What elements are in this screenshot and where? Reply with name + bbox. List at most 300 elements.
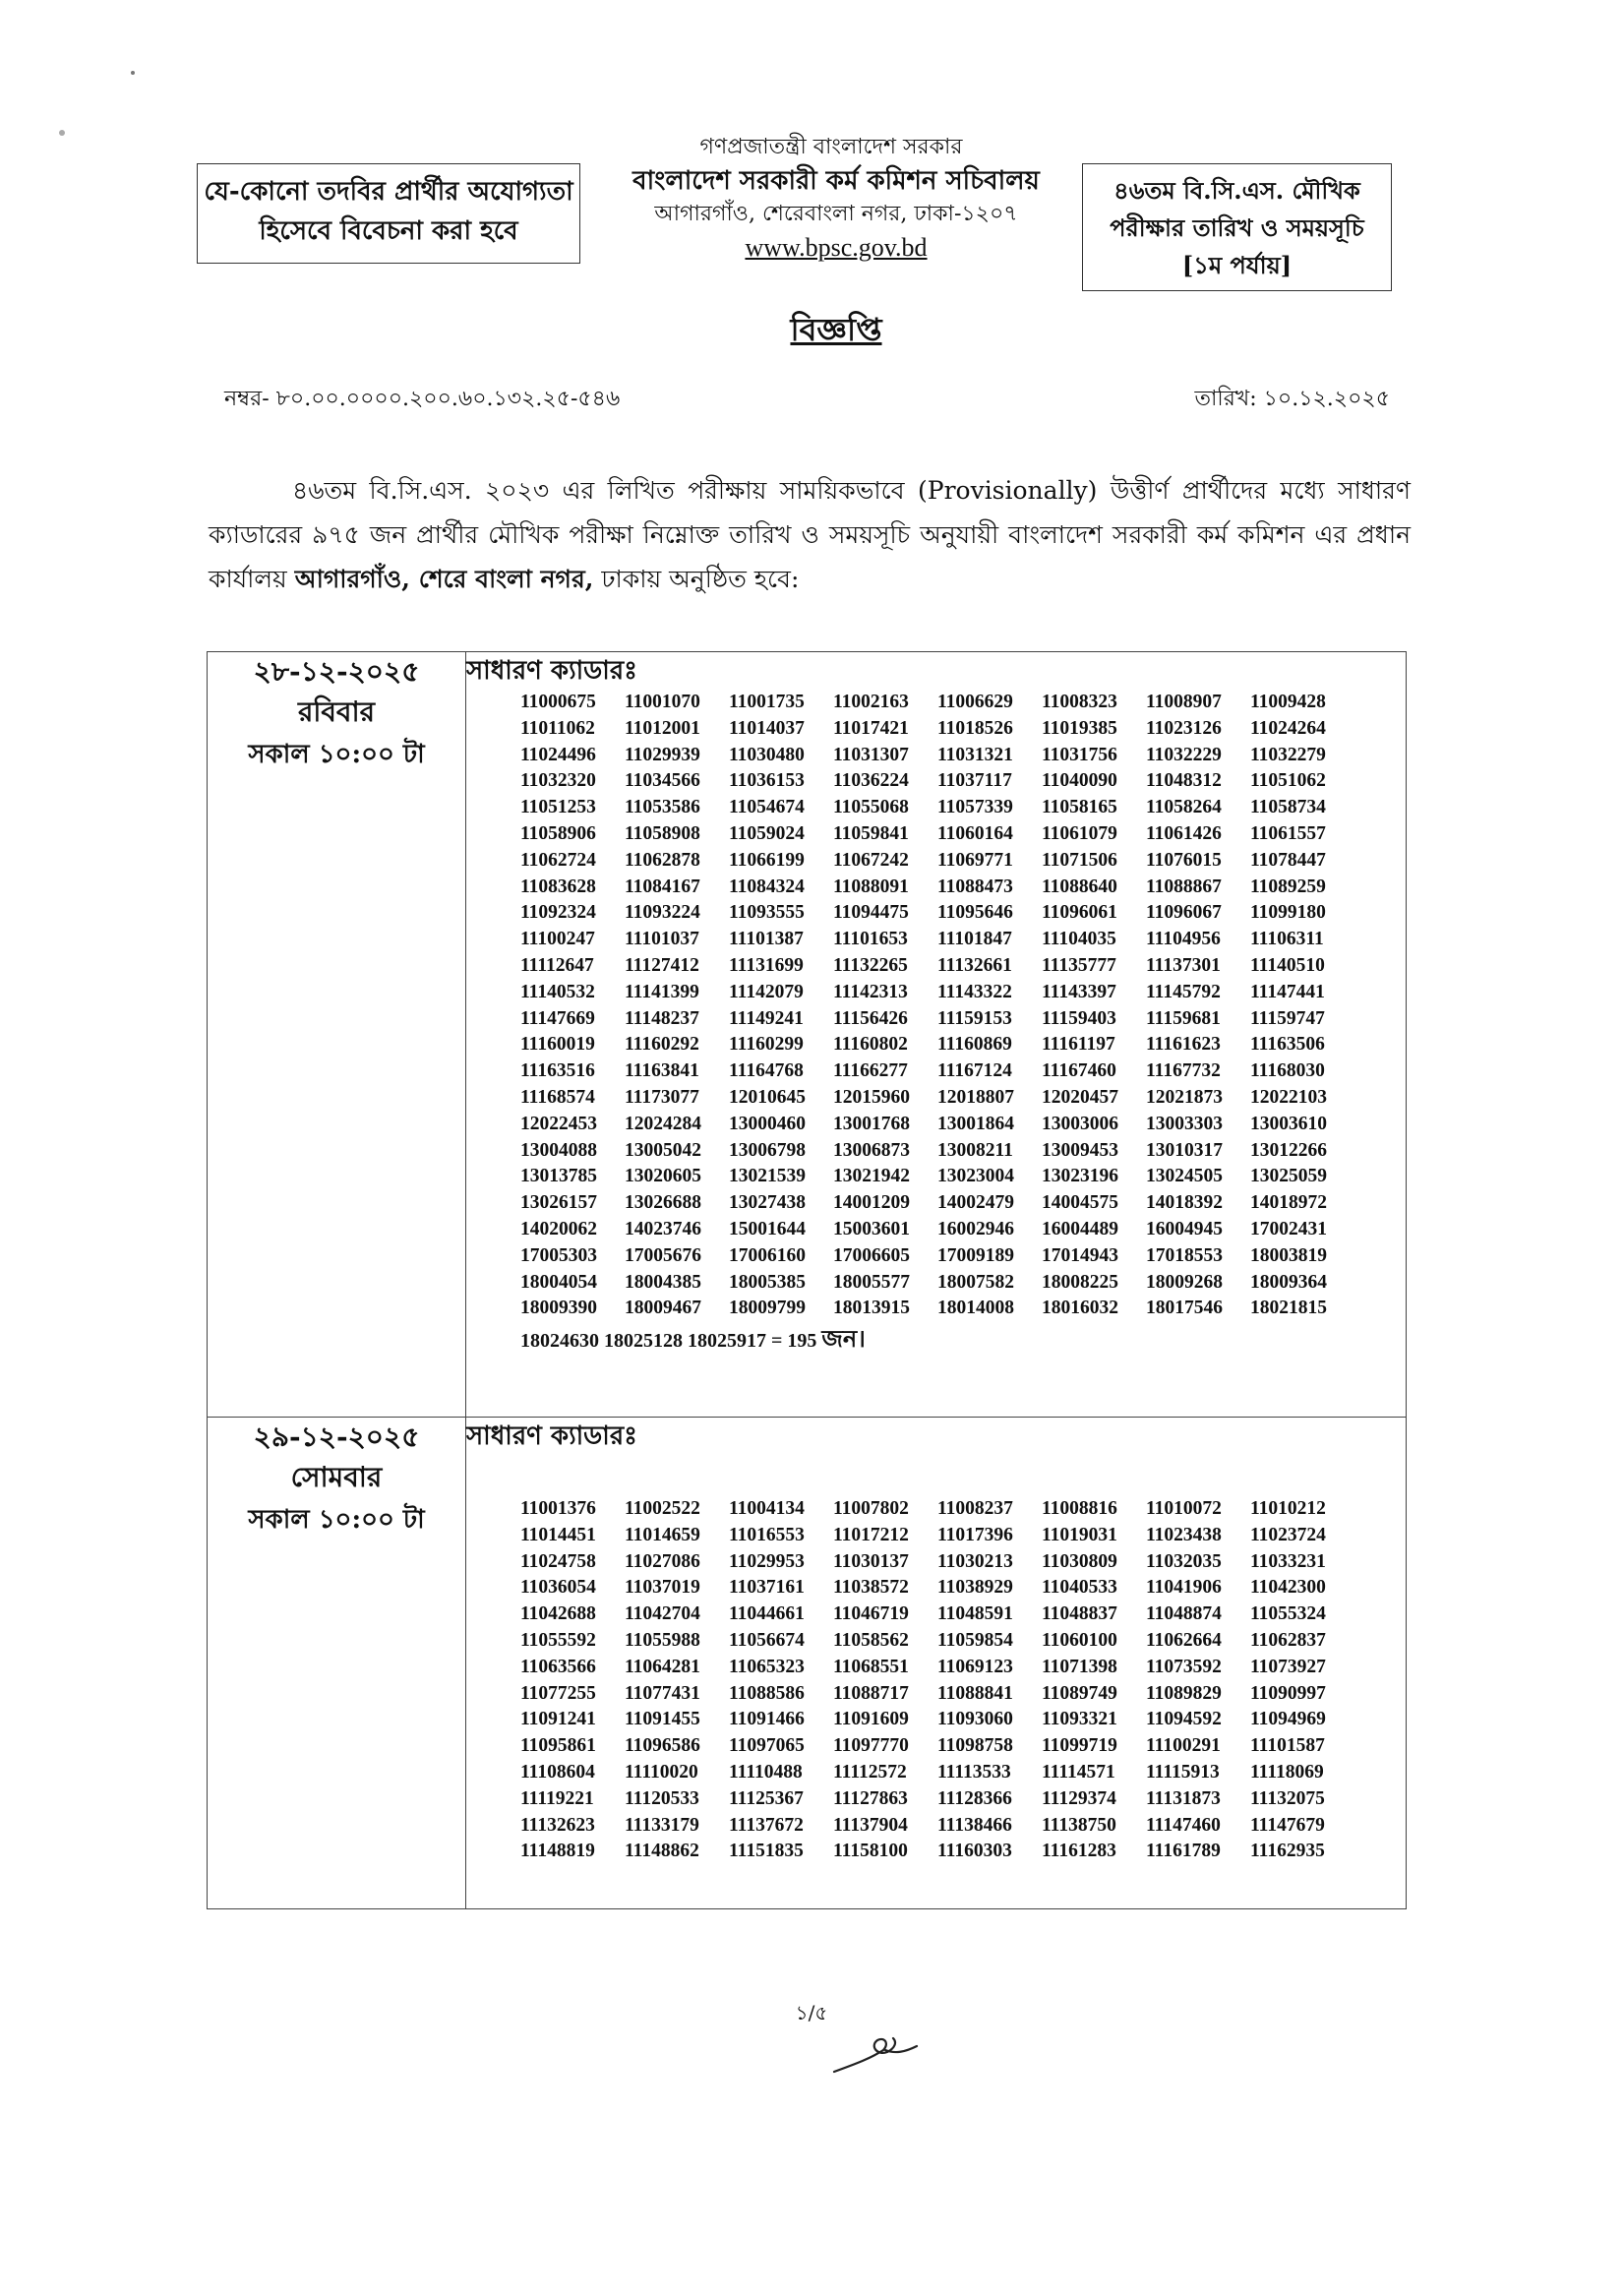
roll-number: 11023724 — [1250, 1524, 1326, 1545]
roll-number: 11142313 — [833, 981, 908, 1002]
roll-number: 11161283 — [1042, 1841, 1116, 1862]
roll-number: 14001209 — [833, 1192, 910, 1214]
roll-number: 13023004 — [937, 1166, 1014, 1187]
roll-number: 11031321 — [937, 744, 1013, 765]
schedule-time: সকাল ১০:০০ টা — [248, 740, 425, 769]
roll-number: 11147441 — [1250, 981, 1325, 1002]
roll-number: 11167460 — [1042, 1060, 1116, 1082]
roll-number: 11061557 — [1250, 822, 1326, 844]
roll-number: 11161623 — [1146, 1034, 1221, 1056]
roll-number: 11160299 — [729, 1034, 804, 1056]
warning-line-2: হিসেবে বিবেচনা করা হবে — [259, 216, 518, 246]
roll-number: 14020062 — [520, 1218, 597, 1239]
roll-number: 11127863 — [833, 1787, 908, 1809]
roll-number: 11084167 — [625, 876, 700, 897]
roll-number: 11037117 — [937, 770, 1012, 792]
roll-number: 11173077 — [625, 1086, 699, 1108]
roll-number: 11058906 — [520, 822, 596, 844]
roll-number: 11101037 — [625, 929, 699, 950]
roll-number: 11077255 — [520, 1682, 596, 1704]
roll-number: 11038572 — [833, 1577, 909, 1599]
roll-number: 13003006 — [1042, 1113, 1118, 1134]
roll-number: 12021873 — [1146, 1086, 1223, 1108]
roll-number: 13021942 — [833, 1166, 910, 1187]
roll-number: 11032035 — [1146, 1550, 1222, 1572]
roll-number: 11159403 — [1042, 1007, 1116, 1029]
roll-number: 11024264 — [1250, 717, 1326, 739]
roll-number: 13013785 — [520, 1166, 597, 1187]
roll-number: 13001864 — [937, 1113, 1014, 1134]
roll-number: 11059854 — [937, 1629, 1013, 1651]
roll-number: 11008323 — [1042, 692, 1117, 712]
roll-number: 11060164 — [937, 822, 1013, 844]
roll-number: 16004489 — [1042, 1218, 1118, 1239]
roll-number: 13008211 — [937, 1139, 1013, 1161]
roll-number: 11078447 — [1250, 849, 1326, 871]
roll-number: 11147460 — [1146, 1814, 1221, 1836]
roll-number: 13005042 — [625, 1139, 701, 1161]
schedule-time: সকাল ১০:০০ টা — [248, 1505, 425, 1535]
roll-number: 11133179 — [625, 1814, 699, 1836]
roll-number: 11137301 — [1146, 954, 1221, 976]
roll-number: 18009467 — [625, 1298, 701, 1319]
schedule-title-line-2: পরীক্ষার তারিখ ও সময়সূচি — [1110, 213, 1364, 242]
roll-number: 12022453 — [520, 1113, 597, 1134]
roll-number: 11091466 — [729, 1709, 805, 1730]
roll-number: 11053586 — [625, 797, 700, 818]
roll-number: 13025059 — [1250, 1166, 1327, 1187]
roll-number: 11065323 — [729, 1656, 805, 1677]
roll-number: 11115913 — [1146, 1761, 1220, 1782]
cadre-label: সাধারণ ক্যাডারঃ — [466, 1421, 638, 1451]
roll-number: 11089259 — [1250, 876, 1326, 897]
roll-number: 11054674 — [729, 797, 805, 818]
roll-number: 11132075 — [1250, 1787, 1325, 1809]
roll-number: 13006798 — [729, 1139, 806, 1161]
roll-number: 11040090 — [1042, 770, 1117, 792]
roll-number: 11069123 — [937, 1656, 1013, 1677]
roll-number: 11066199 — [729, 849, 805, 871]
organization-website-link[interactable]: www.bpsc.gov.bd — [745, 233, 928, 262]
roll-number: 11092324 — [520, 902, 596, 924]
roll-number: 11059841 — [833, 822, 909, 844]
roll-number: 18004054 — [520, 1271, 597, 1293]
roll-number: 11160802 — [833, 1034, 908, 1056]
roll-number: 17005303 — [520, 1244, 597, 1266]
roll-number: 11051062 — [1250, 770, 1326, 792]
roll-number: 11096061 — [1042, 902, 1117, 924]
roll-number: 11110020 — [625, 1761, 698, 1782]
roll-number: 11073592 — [1146, 1656, 1222, 1677]
roll-number: 11002522 — [625, 1498, 700, 1519]
roll-number: 11061426 — [1146, 822, 1222, 844]
roll-number: 11030480 — [729, 744, 805, 765]
roll-number: 11046719 — [833, 1603, 909, 1625]
roll-number: 11088640 — [1042, 876, 1117, 897]
roll-number: 11088841 — [937, 1682, 1013, 1704]
roll-number: 11095646 — [937, 902, 1013, 924]
roll-number: 17006160 — [729, 1244, 806, 1266]
roll-number: 11048874 — [1146, 1603, 1222, 1625]
roll-number: 11071506 — [1042, 849, 1117, 871]
roll-number: 11007802 — [833, 1498, 909, 1519]
roll-number: 11071398 — [1042, 1656, 1117, 1677]
roll-number: 11036224 — [833, 770, 909, 792]
cadre-label: সাধারণ ক্যাডারঃ — [466, 656, 638, 686]
roll-number: 11010072 — [1146, 1498, 1222, 1519]
roll-number: 11062724 — [520, 849, 596, 871]
roll-number: 11062837 — [1250, 1629, 1326, 1651]
roll-number: 11027086 — [625, 1550, 700, 1572]
roll-number: 11058734 — [1250, 797, 1326, 818]
roll-number: 11140532 — [520, 981, 595, 1002]
roll-total-line — [520, 1322, 1406, 1358]
roll-number: 11147669 — [520, 1007, 595, 1029]
roll-number: 11138750 — [1042, 1814, 1116, 1836]
roll-number: 17014943 — [1042, 1244, 1118, 1266]
roll-number: 11002163 — [833, 692, 909, 712]
notice-body-text: ৪৬তম বি.সি.এস. ২০২৩ এর লিখিত পরীক্ষায় সাময়িকভাবে (Provisionally) উত্তীর্ণ প্রার্থীদের মধ্যে সাধারণ ক্যাডারের ৯৭৫ জন প্রার্থীর মৌখিক পরীক্ষা নিম্নোক্ত তারিখ ও সময়সূচি অনুযায়ী বাংলাদেশ সরকারী কর্ম কমিশন এর প্রধান কার্যালয় — [209, 476, 1411, 593]
roll-number: 11077431 — [625, 1682, 700, 1704]
roll-number: 18009364 — [1250, 1271, 1327, 1293]
roll-number: 11008907 — [1146, 692, 1222, 712]
schedule-roll-cell — [466, 1418, 1407, 1909]
roll-number: 11019031 — [1042, 1524, 1117, 1545]
roll-number: 11142079 — [729, 981, 804, 1002]
roll-number: 18005577 — [833, 1271, 910, 1293]
schedule-day: রবিবার — [297, 695, 376, 728]
roll-number: 11101653 — [833, 929, 908, 950]
schedule-title-line-1: ৪৬তম বি.সি.এস. মৌখিক — [1113, 176, 1360, 205]
roll-number: 11037161 — [729, 1577, 805, 1599]
roll-number: 11163506 — [1250, 1034, 1325, 1056]
roll-number: 11024758 — [520, 1550, 596, 1572]
roll-number: 16002946 — [937, 1218, 1014, 1239]
roll-number: 11036054 — [520, 1577, 596, 1599]
schedule-row — [208, 652, 1407, 1418]
roll-number: 11069771 — [937, 849, 1013, 871]
roll-number: 18009390 — [520, 1298, 597, 1319]
roll-number: 12010645 — [729, 1086, 806, 1108]
roll-number: 11064281 — [625, 1656, 700, 1677]
schedule-title-line-3: [১ম পর্যায়] — [1181, 251, 1293, 279]
roll-number: 11168574 — [520, 1086, 595, 1108]
roll-number: 13020605 — [625, 1166, 701, 1187]
roll-number: 11167732 — [1146, 1060, 1221, 1082]
roll-number: 11076015 — [1146, 849, 1222, 871]
schedule-date-cell — [208, 1418, 466, 1909]
roll-number: 11113533 — [937, 1761, 1011, 1782]
roll-number: 11118069 — [1250, 1761, 1324, 1782]
roll-number: 11017421 — [833, 717, 909, 739]
roll-number: 18003819 — [1250, 1244, 1327, 1266]
roll-number: 11100291 — [1146, 1735, 1221, 1757]
notice-title: বিজ্ঞপ্তি — [790, 311, 882, 348]
roll-number: 13024505 — [1146, 1166, 1223, 1187]
roll-number: 11055988 — [625, 1629, 700, 1651]
roll-number: 11112647 — [520, 954, 594, 976]
roll-number: 11023126 — [1146, 717, 1222, 739]
roll-number: 13009453 — [1042, 1139, 1118, 1161]
roll-number: 11163516 — [520, 1060, 595, 1082]
roll-number: 11051253 — [520, 797, 596, 818]
notice-body-text-end: ঢাকায় অনুষ্ঠিত হবে: — [593, 565, 800, 593]
roll-number: 11093224 — [625, 902, 700, 924]
roll-number: 18005385 — [729, 1271, 806, 1293]
roll-number: 11093321 — [1042, 1709, 1117, 1730]
roll-number: 11001376 — [520, 1498, 596, 1519]
roll-number: 12020457 — [1042, 1086, 1118, 1108]
roll-number: 11056674 — [729, 1629, 805, 1651]
schedule-day: সোমবার — [290, 1461, 383, 1493]
roll-number: 11067242 — [833, 849, 909, 871]
roll-number: 13027438 — [729, 1192, 806, 1214]
roll-number: 11148862 — [625, 1841, 699, 1862]
roll-number: 11104956 — [1146, 929, 1221, 950]
roll-number: 18009799 — [729, 1298, 806, 1319]
roll-number: 11119221 — [520, 1787, 594, 1809]
roll-number: 11018526 — [937, 717, 1013, 739]
roll-number: 11147679 — [1250, 1814, 1325, 1836]
roll-number: 11137672 — [729, 1814, 804, 1836]
roll-number: 11042300 — [1250, 1577, 1326, 1599]
roll-number: 11036153 — [729, 770, 805, 792]
roll-number-list — [520, 690, 1406, 1322]
roll-number: 11160019 — [520, 1034, 595, 1056]
roll-number: 11024496 — [520, 744, 596, 765]
roll-number: 11138466 — [937, 1814, 1012, 1836]
roll-number: 11096067 — [1146, 902, 1222, 924]
roll-number: 11145792 — [1146, 981, 1221, 1002]
roll-number: 11042688 — [520, 1603, 596, 1625]
roll-number: 11088091 — [833, 876, 909, 897]
roll-number: 11108604 — [520, 1761, 595, 1782]
roll-number: 18017546 — [1146, 1298, 1223, 1319]
roll-number: 11060100 — [1042, 1629, 1117, 1651]
roll-number: 11132661 — [937, 954, 1012, 976]
roll-number: 11058165 — [1042, 797, 1117, 818]
roll-number: 13023196 — [1042, 1166, 1118, 1187]
roll-number: 17006605 — [833, 1244, 910, 1266]
roll-number: 17002431 — [1250, 1218, 1327, 1239]
roll-number: 11048591 — [937, 1603, 1013, 1625]
roll-number: 16004945 — [1146, 1218, 1223, 1239]
roll-number: 11058908 — [625, 822, 700, 844]
roll-number: 11030809 — [1042, 1550, 1117, 1572]
roll-number: 11101387 — [729, 929, 804, 950]
roll-number: 11029939 — [625, 744, 700, 765]
roll-number: 11068551 — [833, 1656, 909, 1677]
roll-number: 11031756 — [1042, 744, 1117, 765]
roll-number: 11097065 — [729, 1735, 805, 1757]
notice-date: তারিখ: ১০.১২.২০২৫ — [1194, 387, 1390, 411]
roll-number: 11114571 — [1042, 1761, 1115, 1782]
roll-number: 11093060 — [937, 1709, 1013, 1730]
roll-number: 11041906 — [1146, 1577, 1222, 1599]
roll-number: 11058562 — [833, 1629, 909, 1651]
roll-number: 15003601 — [833, 1218, 910, 1239]
roll-number: 11014659 — [625, 1524, 700, 1545]
roll-number: 11063566 — [520, 1656, 596, 1677]
organization-block — [590, 163, 1082, 266]
roll-number: 17009189 — [937, 1244, 1014, 1266]
roll-number: 11099180 — [1250, 902, 1326, 924]
roll-number: 11162935 — [1250, 1841, 1325, 1862]
roll-number: 11088867 — [1146, 876, 1222, 897]
schedule-row — [208, 1418, 1407, 1909]
roll-number: 11062664 — [1146, 1629, 1222, 1651]
roll-number: 18007582 — [937, 1271, 1014, 1293]
roll-number: 11012001 — [625, 717, 700, 739]
roll-number: 11006629 — [937, 692, 1013, 712]
roll-number: 11100247 — [520, 929, 595, 950]
roll-number: 11120533 — [625, 1787, 699, 1809]
roll-number: 11089749 — [1042, 1682, 1117, 1704]
roll-number: 11094969 — [1250, 1709, 1326, 1730]
roll-number: 11149241 — [729, 1007, 804, 1029]
roll-number: 11094592 — [1146, 1709, 1222, 1730]
roll-number: 11159681 — [1146, 1007, 1221, 1029]
roll-number: 11140510 — [1250, 954, 1325, 976]
roll-number: 11032229 — [1146, 744, 1222, 765]
roll-number: 11055068 — [833, 797, 909, 818]
scan-speck — [131, 71, 135, 75]
roll-number: 11009428 — [1250, 692, 1326, 712]
roll-number: 11084324 — [729, 876, 805, 897]
page-number: ১/৫ — [795, 2001, 828, 2024]
roll-number: 11141399 — [625, 981, 699, 1002]
government-heading: গণপ্রজাতন্ত্রী বাংলাদেশ সরকার — [699, 135, 963, 159]
roll-number: 12024284 — [625, 1113, 701, 1134]
roll-number: 11132265 — [833, 954, 908, 976]
roll-number: 18014008 — [937, 1298, 1014, 1319]
roll-number: 14018392 — [1146, 1192, 1223, 1214]
roll-number: 13006873 — [833, 1139, 910, 1161]
roll-number: 11091455 — [625, 1709, 700, 1730]
roll-number: 11131873 — [1146, 1787, 1221, 1809]
roll-number: 11101847 — [937, 929, 1012, 950]
roll-number: 13010317 — [1146, 1139, 1223, 1161]
roll-number: 11135777 — [1042, 954, 1116, 976]
roll-number: 11001735 — [729, 692, 805, 712]
roll-number: 11030137 — [833, 1550, 909, 1572]
schedule-roll-cell — [466, 652, 1407, 1418]
schedule-date: ২৮-১২-২০২৫ — [253, 655, 420, 688]
roll-number: 11160303 — [937, 1841, 1012, 1862]
roll-number-list — [520, 1496, 1406, 1865]
roll-number: 11161789 — [1146, 1841, 1221, 1862]
memo-number: নম্বর- ৮০.০০.০০০০.২০০.৬০.১৩২.২৫-৫৪৬ — [224, 387, 621, 411]
warning-line-1: যে-কোনো তদবির প্রার্থীর অযোগ্যতা — [204, 177, 573, 207]
roll-number: 11008816 — [1042, 1498, 1117, 1519]
roll-number: 11040533 — [1042, 1577, 1117, 1599]
roll-number: 11017396 — [937, 1524, 1013, 1545]
roll-number: 11094475 — [833, 902, 909, 924]
roll-number: 15001644 — [729, 1218, 806, 1239]
roll-number: 11000675 — [520, 692, 596, 712]
roll-number: 11125367 — [729, 1787, 804, 1809]
organization-name: বাংলাদেশ সরকারী কর্ম কমিশন সচিবালয় — [632, 166, 1040, 196]
roll-number: 11093555 — [729, 902, 805, 924]
roll-number: 11004134 — [729, 1498, 805, 1519]
roll-number: 11001070 — [625, 692, 700, 712]
roll-number: 11032279 — [1250, 744, 1326, 765]
roll-number: 11128366 — [937, 1787, 1012, 1809]
roll-number: 11048837 — [1042, 1603, 1117, 1625]
roll-number: 11166277 — [833, 1060, 908, 1082]
roll-number: 11132623 — [520, 1814, 595, 1836]
roll-number: 11031307 — [833, 744, 909, 765]
roll-number: 11090997 — [1250, 1682, 1326, 1704]
roll-number: 11106311 — [1250, 929, 1324, 950]
roll-number: 11098758 — [937, 1735, 1013, 1757]
roll-number: 11096586 — [625, 1735, 700, 1757]
organization-address: আগারগাঁও, শেরেবাংলা নগর, ঢাকা-১২০৭ — [654, 202, 1018, 226]
roll-number: 11161197 — [1042, 1034, 1115, 1056]
warning-box — [197, 163, 580, 264]
schedule-table — [207, 651, 1407, 1909]
roll-number: 13004088 — [520, 1139, 597, 1161]
roll-number: 11091241 — [520, 1709, 596, 1730]
notice-body-venue: আগারগাঁও, শেরে বাংলা নগর, — [294, 565, 594, 593]
roll-number: 11011062 — [520, 717, 595, 739]
roll-number: 11099719 — [1042, 1735, 1117, 1757]
roll-number: 11014451 — [520, 1524, 596, 1545]
roll-number: 11042704 — [625, 1603, 700, 1625]
roll-number: 18008225 — [1042, 1271, 1118, 1293]
roll-number: 11088586 — [729, 1682, 805, 1704]
notice-body — [209, 468, 1411, 601]
roll-number: 12022103 — [1250, 1086, 1327, 1108]
roll-number: 11030213 — [937, 1550, 1013, 1572]
roll-number: 11127412 — [625, 954, 699, 976]
roll-number: 11073927 — [1250, 1656, 1326, 1677]
roll-total-unit: জন। — [821, 1324, 866, 1354]
roll-number: 11091609 — [833, 1709, 909, 1730]
roll-number: 11038929 — [937, 1577, 1013, 1599]
roll-number: 18004385 — [625, 1271, 701, 1293]
roll-number: 11048312 — [1146, 770, 1222, 792]
roll-number: 11032320 — [520, 770, 596, 792]
roll-number: 14002479 — [937, 1192, 1014, 1214]
roll-number: 11104035 — [1042, 929, 1116, 950]
roll-number: 11034566 — [625, 770, 700, 792]
roll-number: 11097770 — [833, 1735, 909, 1757]
roll-number: 11143397 — [1042, 981, 1116, 1002]
roll-number: 13012266 — [1250, 1139, 1327, 1161]
roll-number: 11017212 — [833, 1524, 909, 1545]
roll-number: 11016553 — [729, 1524, 805, 1545]
roll-number: 11088717 — [833, 1682, 909, 1704]
roll-number: 14004575 — [1042, 1192, 1118, 1214]
roll-number: 11164768 — [729, 1060, 804, 1082]
signature-mark — [826, 2021, 925, 2080]
roll-number: 11083628 — [520, 876, 596, 897]
roll-number: 11029953 — [729, 1550, 805, 1572]
roll-number: 12018807 — [937, 1086, 1014, 1108]
roll-number: 11044661 — [729, 1603, 805, 1625]
roll-number: 13026157 — [520, 1192, 597, 1214]
roll-number: 11163841 — [625, 1060, 699, 1082]
scan-speck — [59, 130, 65, 136]
roll-number: 14018972 — [1250, 1192, 1327, 1214]
roll-last-numbers: 18024630 18025128 18025917 = 195 — [520, 1330, 817, 1353]
roll-number: 13026688 — [625, 1192, 701, 1214]
roll-number: 11112572 — [833, 1761, 907, 1782]
roll-number: 11168030 — [1250, 1060, 1325, 1082]
roll-number: 11062878 — [625, 849, 700, 871]
roll-number: 18013915 — [833, 1298, 910, 1319]
